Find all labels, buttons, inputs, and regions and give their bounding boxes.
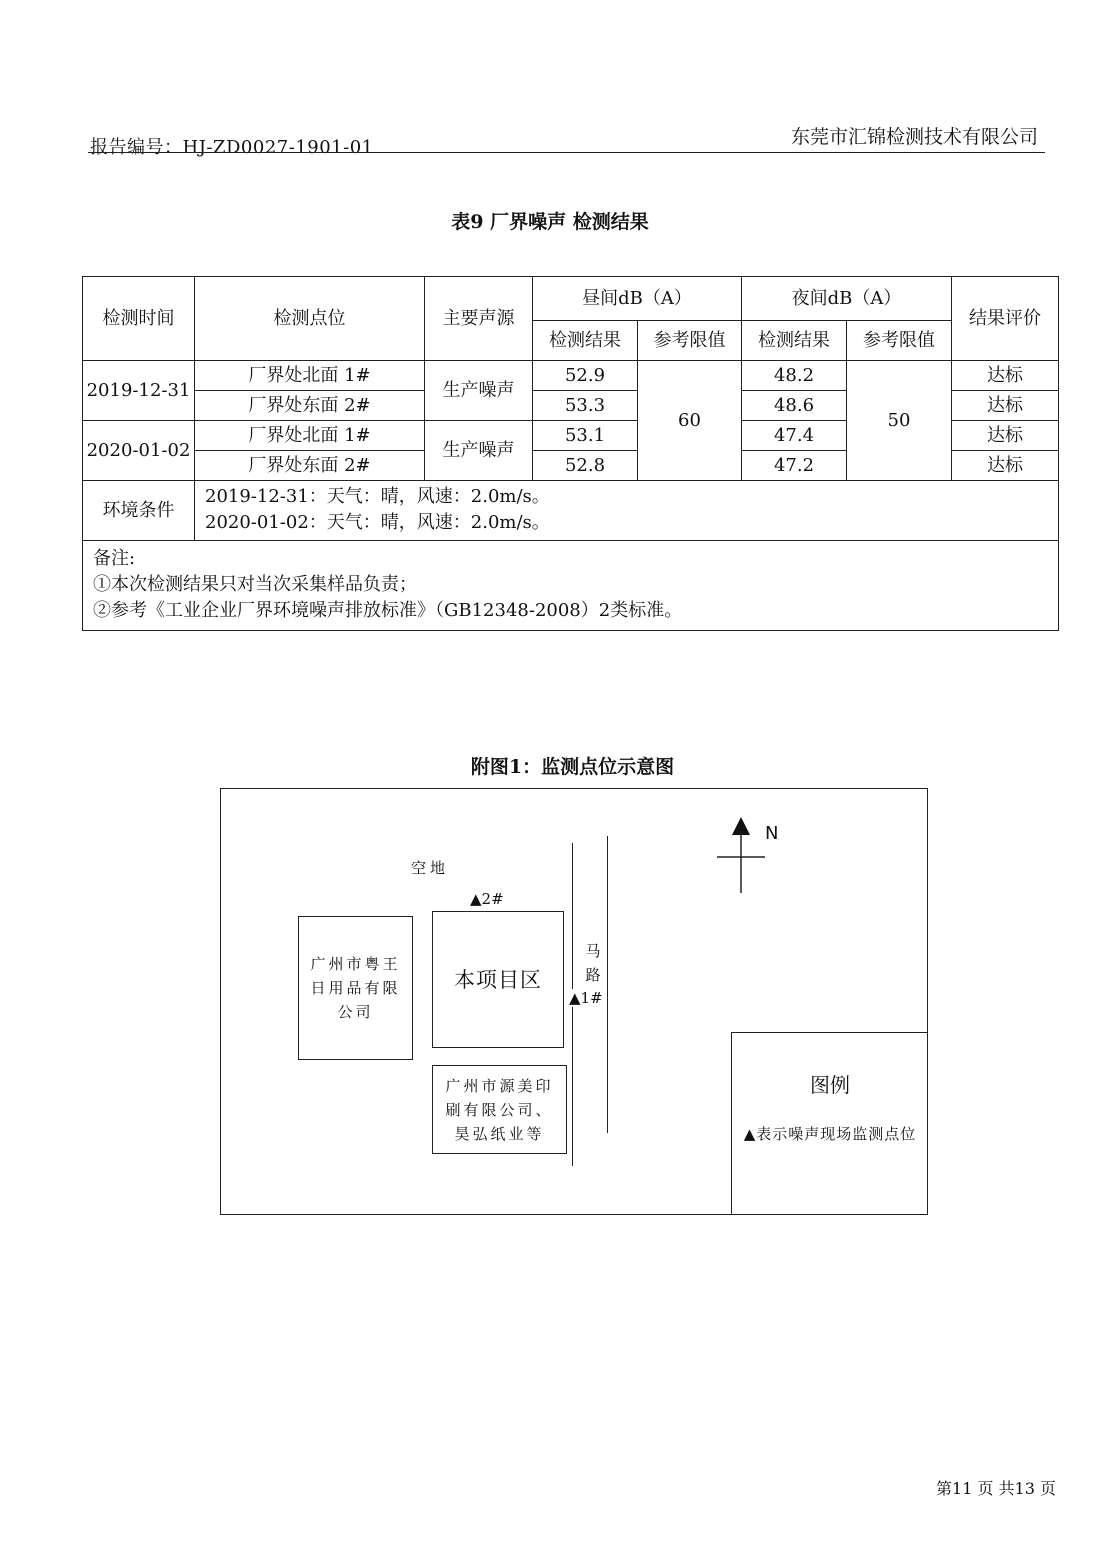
header-night: 夜间dB（A）	[742, 277, 952, 321]
header-evaluation: 结果评价	[952, 277, 1059, 361]
header-night-limit: 参考限值	[847, 321, 952, 361]
evaluation-cell: 达标	[952, 361, 1059, 391]
point-cell: 厂界处东面 2#	[195, 391, 425, 421]
day-result-cell: 52.9	[533, 361, 638, 391]
note-line: ①本次检测结果只对当次采集样品负责；	[93, 574, 417, 595]
env-conditions	[195, 481, 1059, 541]
report-number: 报告编号：HJ-ZD0027-1901-01	[90, 137, 374, 158]
north-arrow-icon	[711, 815, 771, 895]
point-cell: 厂界处北面 1#	[195, 421, 425, 451]
point-cell: 厂界处北面 1#	[195, 361, 425, 391]
env-label: 环境条件	[83, 481, 195, 541]
header-day-result: 检测结果	[533, 321, 638, 361]
header-point: 检测点位	[195, 277, 425, 361]
env-line: 2020-01-02：天气：晴，风速：2.0m/s。	[205, 512, 550, 533]
night-result-cell: 48.2	[742, 361, 847, 391]
header-source: 主要声源	[425, 277, 533, 361]
project-area: 本项目区	[432, 911, 564, 1048]
table-title: 表9 厂界噪声 检测结果	[451, 211, 649, 233]
header-time: 检测时间	[83, 277, 195, 361]
night-result-cell: 47.2	[742, 451, 847, 481]
point-cell: 厂界处东面 2#	[195, 451, 425, 481]
north-label: N	[765, 823, 779, 844]
env-line: 2019-12-31：天气：晴，风速：2.0m/s。	[205, 486, 550, 507]
company-name: 东莞市汇锦检测技术有限公司	[790, 126, 1038, 148]
monitoring-point-2: ▲2#	[470, 890, 504, 908]
evaluation-cell: 达标	[952, 391, 1059, 421]
day-result-cell: 53.1	[533, 421, 638, 451]
date-cell: 2020-01-02	[83, 421, 195, 481]
day-result-cell: 53.3	[533, 391, 638, 421]
evaluation-cell: 达标	[952, 451, 1059, 481]
legend-title: 图例	[810, 1073, 850, 1097]
evaluation-cell: 达标	[952, 421, 1059, 451]
header-day: 昼间dB（A）	[533, 277, 742, 321]
source-cell: 生产噪声	[425, 421, 533, 481]
header-night-result: 检测结果	[742, 321, 847, 361]
night-limit-cell: 50	[847, 361, 952, 481]
figure-title: 附图1：监测点位示意图	[470, 756, 675, 778]
night-result-cell: 48.6	[742, 391, 847, 421]
monitoring-map	[220, 788, 928, 1215]
neighbor-company-left: 广州市粤王日用品有限公司	[298, 916, 413, 1060]
note-line: ②参考《工业企业厂界环境噪声排放标准》（GB12348-2008）2类标准。	[93, 600, 683, 621]
date-cell: 2019-12-31	[83, 361, 195, 421]
empty-land-label: 空地	[411, 859, 450, 877]
legend-text: ▲表示噪声现场监测点位	[743, 1125, 917, 1143]
header-divider	[88, 152, 1045, 153]
neighbor-company-bottom: 广州市源美印刷有限公司、昊弘纸业等	[432, 1065, 567, 1154]
notes	[83, 541, 1059, 631]
night-result-cell: 47.4	[742, 421, 847, 451]
source-cell: 生产噪声	[425, 361, 533, 421]
noise-results-table	[82, 276, 1059, 631]
legend-box	[731, 1032, 927, 1214]
road-label: 马路	[585, 942, 601, 984]
day-limit-cell: 60	[638, 361, 742, 481]
page-number: 第11 页 共13 页	[936, 1479, 1056, 1498]
road-edge-right	[607, 836, 608, 1133]
monitoring-point-1: ▲1#	[569, 989, 603, 1007]
header-day-limit: 参考限值	[638, 321, 742, 361]
notes-title: 备注:	[93, 548, 136, 569]
table-row	[83, 361, 1059, 391]
day-result-cell: 52.8	[533, 451, 638, 481]
